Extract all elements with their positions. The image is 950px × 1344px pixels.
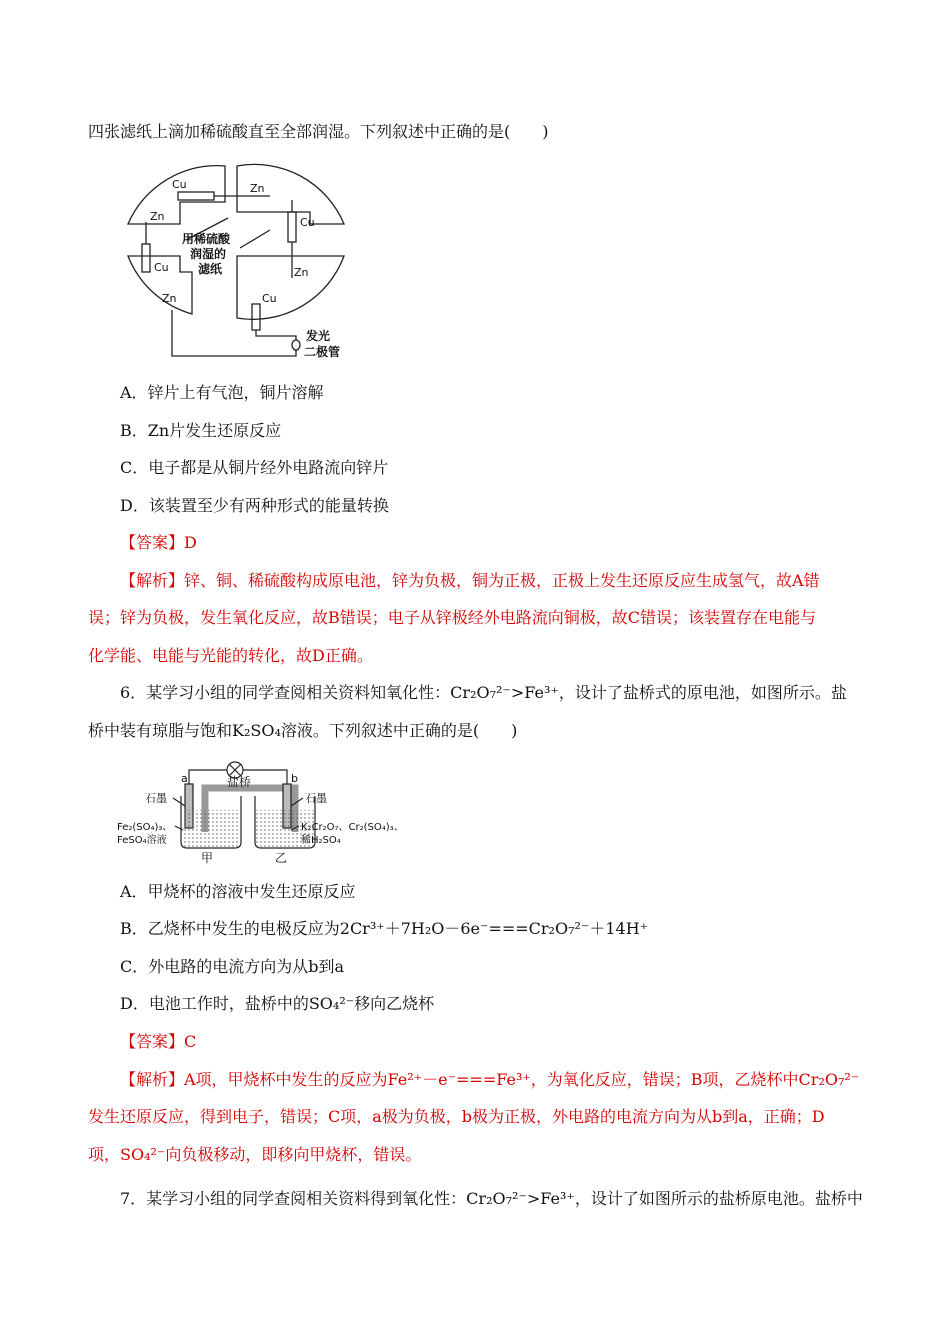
graphite-right-label: 石墨 <box>305 792 327 805</box>
label-cu-1: Cu <box>172 178 187 191</box>
q6-option-d: D．电池工作时，盐桥中的SO₄²⁻移向乙烧杯 <box>120 994 435 1013</box>
label-cu-4: Cu <box>262 292 277 305</box>
right-solution-2: 稀H₂SO₄ <box>301 835 341 846</box>
led-text-1: 发光 <box>306 329 331 343</box>
q6-analysis-3: 项，SO₄²⁻向负极移动，即移向甲烧杯，错误。 <box>88 1145 422 1164</box>
left-solution-2: FeSO₄溶液 <box>117 835 167 846</box>
label-zn-1: Zn <box>250 182 265 195</box>
label-cu-2: Cu <box>300 216 315 229</box>
center-text-2: 润湿的 <box>190 247 227 261</box>
label-zn-3: Zn <box>294 266 309 279</box>
beaker-yi-label: 乙 <box>275 851 288 865</box>
q6-analysis-1: 【解析】A项，甲烧杯中发生的反应为Fe²⁺－e⁻===Fe³⁺，为氧化反应，错误；B项，乙烧杯中Cr₂O₇²⁻ <box>120 1070 860 1089</box>
beaker-jia-label: 甲 <box>201 851 214 865</box>
q6-option-b: B．乙烧杯中发生的电极反应为2Cr³⁺＋7H₂O－6e⁻===Cr₂O₇²⁻＋14H⁺ <box>120 919 649 938</box>
center-text-3: 滤纸 <box>198 262 223 276</box>
electrode-a-label: a <box>181 772 188 785</box>
filter-paper-diagram <box>120 160 360 365</box>
label-cu-3: Cu <box>154 261 169 274</box>
label-zn-4: Zn <box>162 292 177 305</box>
salt-bridge-diagram <box>115 752 425 867</box>
label-zn-2: Zn <box>150 210 165 223</box>
q6-stem-2: 桥中装有琼脂与饱和K₂SO₄溶液。下列叙述中正确的是( ) <box>88 721 518 740</box>
q6-analysis-2: 发生还原反应，得到电子，错误；C项，a极为负极，b极为正极，外电路的电流方向为从b到a，正确；D <box>88 1107 825 1126</box>
electrode-b-label: b <box>291 772 298 785</box>
center-text-1: 用稀硫酸 <box>182 232 231 246</box>
q5-analysis-2: 误；锌为负极，发生氧化反应，故B错误；电子从锌极经外电路流向铜极，故C错误；该装置存在电能与 <box>88 608 817 627</box>
led-text-2: 二极管 <box>304 345 341 359</box>
salt-bridge-label: 盐桥 <box>227 775 252 789</box>
q5-option-b: B．Zn片发生还原反应 <box>120 421 282 440</box>
q6-stem-1: 6．某学习小组的同学查阅相关资料知氧化性：Cr₂O₇²⁻>Fe³⁺，设计了盐桥式的原电池，如图所示。盐 <box>120 683 847 702</box>
q7-stem-1: 7．某学习小组的同学查阅相关资料得到氧化性：Cr₂O₇²⁻>Fe³⁺，设计了如图所示的盐桥原电池。盐桥中 <box>120 1189 863 1208</box>
right-solution-1: K₂Cr₂O₇、Cr₂(SO₄)₃、 <box>301 822 404 833</box>
q6-option-a: A．甲烧杯的溶液中发生还原反应 <box>120 882 356 901</box>
q5-option-a: A．锌片上有气泡，铜片溶解 <box>120 383 324 402</box>
q5-analysis-1: 【解析】锌、铜、稀硫酸构成原电池，锌为负极，铜为正极，正极上发生还原反应生成氢气，故A错 <box>120 571 820 590</box>
q5-analysis-3: 化学能、电能与光能的转化，故D正确。 <box>88 646 373 665</box>
q6-answer: 【答案】C <box>120 1032 197 1051</box>
q5-option-c: C．电子都是从铜片经外电路流向锌片 <box>120 458 389 477</box>
q6-option-c: C．外电路的电流方向为从b到a <box>120 957 345 976</box>
graphite-left-label: 石墨 <box>145 792 167 805</box>
left-solution-1: Fe₂(SO₄)₃、 <box>117 822 173 833</box>
q5-stem: 四张滤纸上滴加稀硫酸直至全部润湿。下列叙述中正确的是( ) <box>88 122 549 141</box>
q5-option-d: D．该装置至少有两种形式的能量转换 <box>120 496 389 515</box>
q5-answer: 【答案】D <box>120 533 197 552</box>
